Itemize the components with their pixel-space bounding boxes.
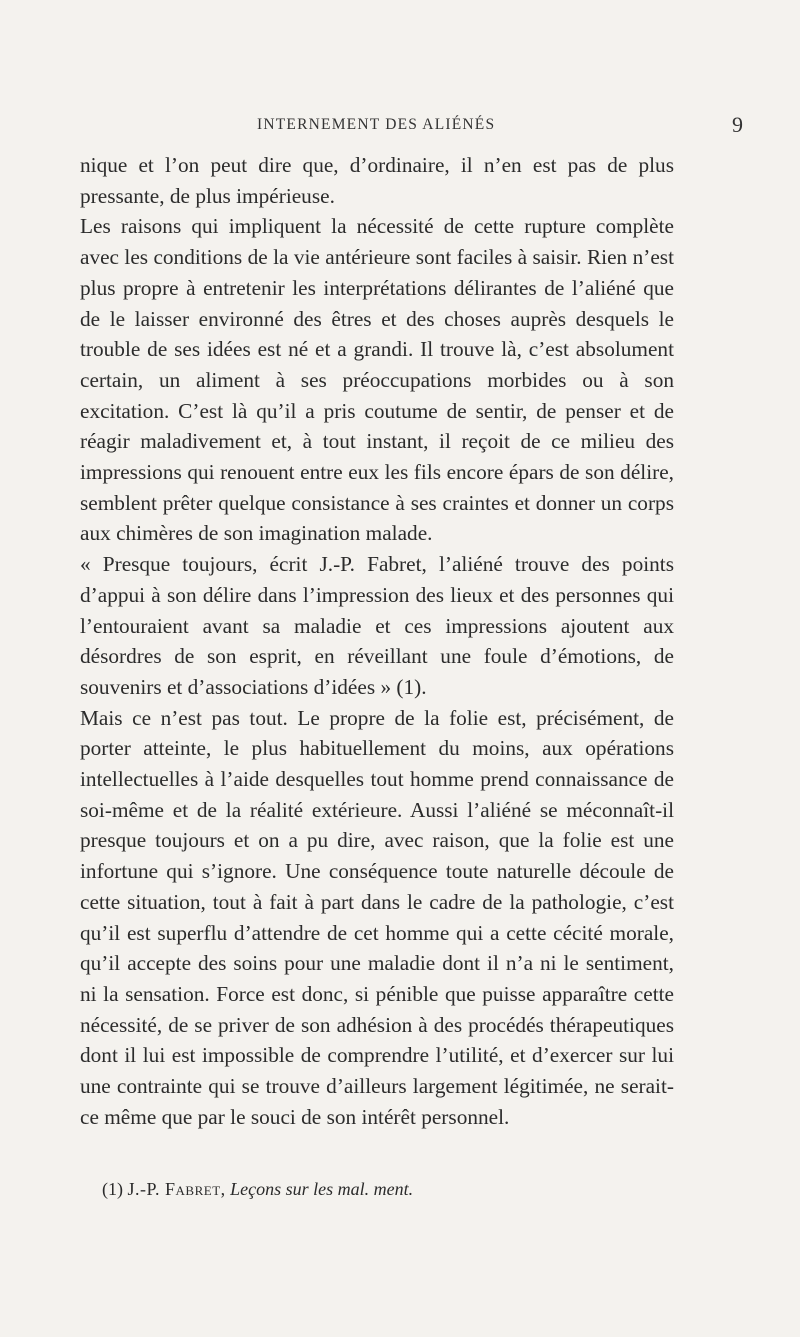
footnote-marker: (1) bbox=[102, 1179, 123, 1199]
paragraph-continuation: nique et l’on peut dire que, d’ordinaire, il n’en est pas de plus pressante, de plus impérieuse. bbox=[80, 153, 674, 208]
paragraph: Mais ce n’est pas tout. Le propre de la folie est, précisément, de porter atteinte, le plus habituellement du moins, aux opérations intellectuelles à l’aide desquelles tout homme prend connaissance de soi-même et de la réalité extérieure. Aussi l’aliéné se méconnaît-il presque toujours et on a pu dire, avec raison, que la folie est une infortune qui s’ignore. Une conséquence toute naturelle découle de cette situation, tout à fait à part dans le cadre de la pathologie, c’est qu’il est superflu d’attendre de cet homme qui a cette cécité morale, qu’il accepte des soins pour une maladie dont il n’a ni le sentiment, ni la sensation. Force est donc, si pénible que puisse apparaître cette nécessité, de se priver de son adhésion à des procédés thérapeutiques dont il lui est impossible de comprendre l’utilité, et d’exercer sur lui une contrainte qui se trouve d’ailleurs largement légitimée, ne serait-ce même que par le souci de son intérêt personnel. bbox=[80, 705, 674, 1129]
page-header bbox=[80, 112, 743, 142]
page-number: 9 bbox=[732, 112, 743, 137]
body-text bbox=[80, 150, 674, 1133]
paragraph: Les raisons qui impliquent la nécessité de cette rupture complète avec les conditions de la vie antérieure sont faciles à saisir. Rien n’est plus propre à entretenir les interprétations délirantes de l’aliéné que de le laisser environné des êtres et des choses auprès desquels le trouble de ses idées est né et a grandi. Il trouve là, c’est absolument certain, un aliment à ses préoccupations morbides ou à son excitation. C’est là qu’il a pris coutume de sentir, de penser et de réagir maladivement et, à tout instant, il reçoit de ce milieu des impressions qui renouent entre eux les fils encore épars de son délire, semblent prêter quelque consistance à ses craintes et donner un corps aux chimères de son imagination malade. bbox=[80, 214, 674, 546]
running-title: INTERNEMENT DES ALIÉNÉS bbox=[257, 116, 496, 133]
footnote-title: Leçons sur les mal. ment. bbox=[230, 1179, 414, 1199]
paragraph-quote: « Presque toujours, écrit J.-P. Fabret, l’aliéné trouve des points d’appui à son délire dans l’impression des lieux et des personnes qui l’entouraient avant sa maladie et ces impressions ajoutent aux désordres de son esprit, en réveillant une foule d’émotions, de souvenirs et d’associations d’idées » (1). bbox=[80, 552, 674, 699]
footnote bbox=[102, 1176, 662, 1202]
footnote-author: J.-P. Fabret, bbox=[127, 1179, 226, 1199]
